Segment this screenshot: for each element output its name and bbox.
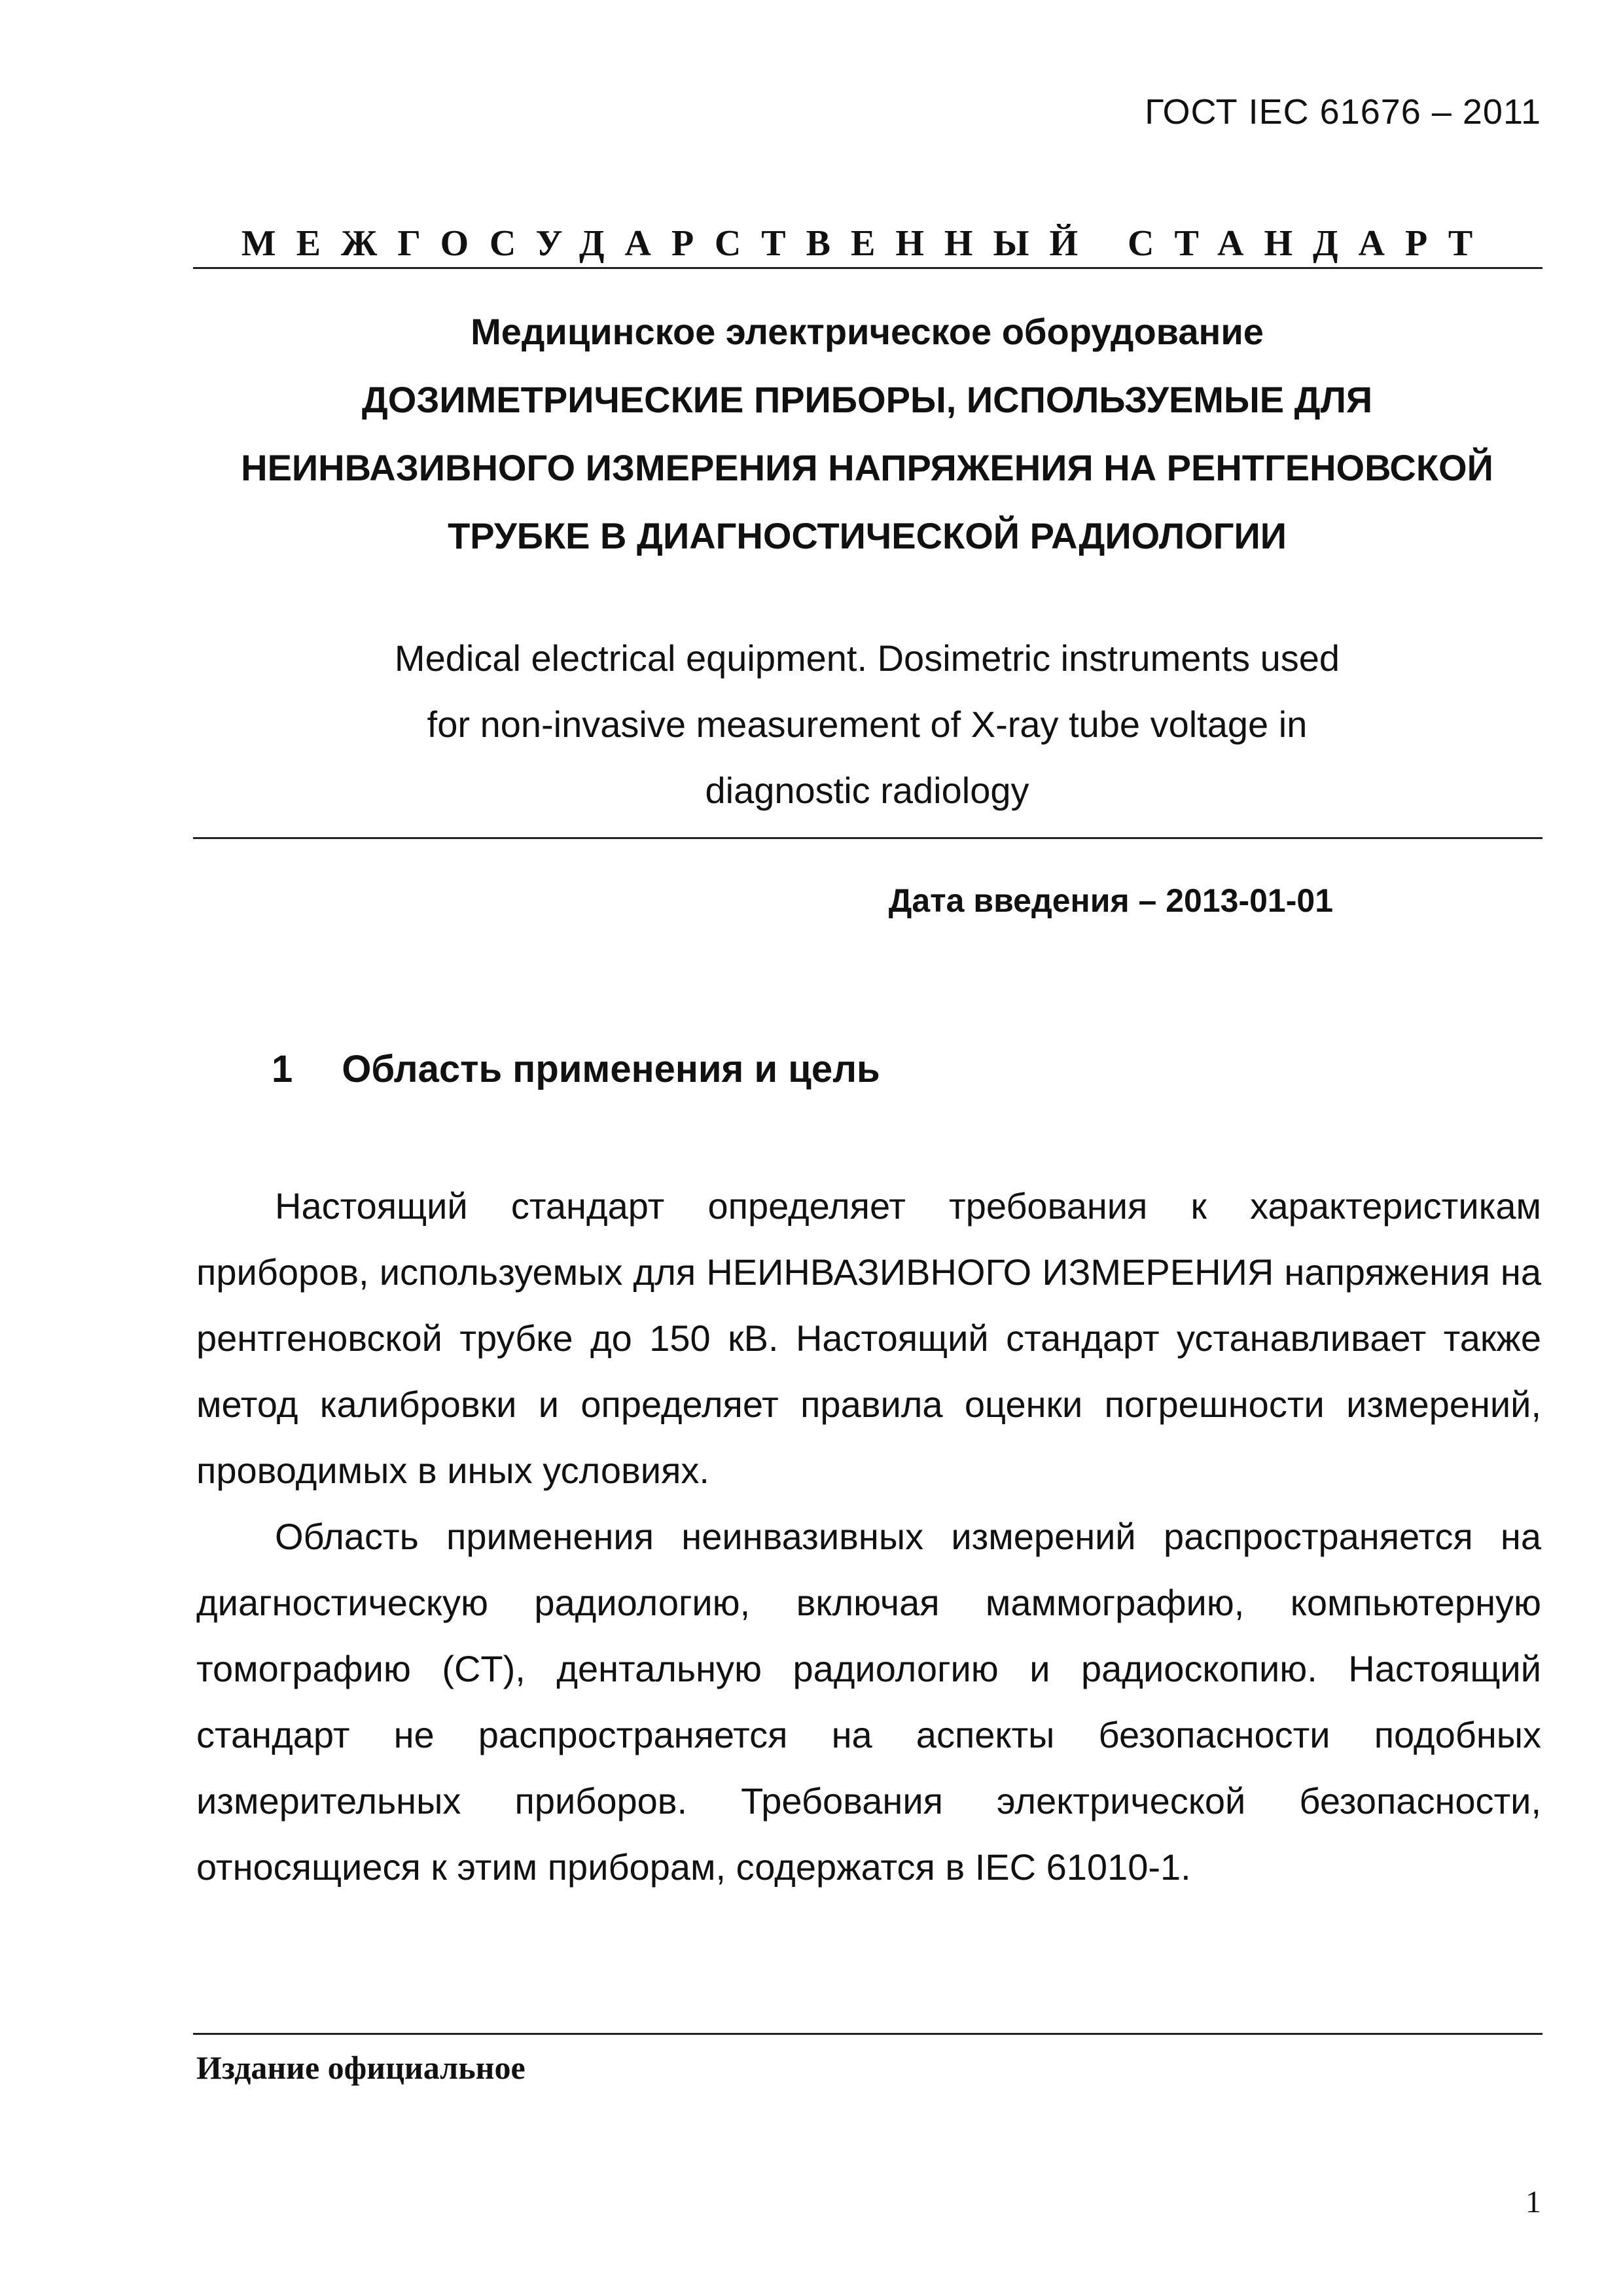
section-number: 1 xyxy=(272,1048,293,1090)
title-en-line-1: Medical electrical equipment. Dosimetric instruments used xyxy=(394,637,1340,679)
standard-type-heading: МЕЖГОСУДАРСТВЕННЫЙ СТАНДАРТ xyxy=(241,223,1493,264)
section-body xyxy=(196,1173,1541,1900)
title-en-line-2: for non-invasive measurement of X-ray tube voltage in xyxy=(427,704,1308,745)
russian-title xyxy=(193,298,1541,570)
title-divider xyxy=(193,837,1543,839)
footer-divider xyxy=(193,2033,1543,2035)
paragraph: Настоящий стандарт определяет требования к характеристикам приборов, используемых для НЕИНВАЗИВНОГО ИЗМЕРЕНИЯ напряжения на рентгеновской трубке до 150 кВ. Настоящий стандарт устанавливает также метод калибровки и определяет правила оценки погрешности измерений, проводимых в иных условиях. xyxy=(196,1185,1541,1491)
section-heading xyxy=(272,1047,880,1091)
title-ru-line-3: НЕИНВАЗИВНОГО ИЗМЕРЕНИЯ НАПРЯЖЕНИЯ НА РЕНТГЕНОВСКОЙ xyxy=(241,447,1493,488)
english-title xyxy=(193,625,1541,823)
section-title: Область применения и цель xyxy=(342,1048,880,1090)
document-code: ГОСТ IEC 61676 – 2011 xyxy=(1145,92,1541,132)
title-ru-line-2: ДОЗИМЕТРИЧЕСКИЕ ПРИБОРЫ, ИСПОЛЬЗУЕМЫЕ ДЛЯ xyxy=(361,379,1373,420)
page-number: 1 xyxy=(1525,2185,1541,2219)
header-divider xyxy=(193,267,1543,269)
paragraph: Область применения неинвазивных измерений распространяется на диагностическую радиологию, включая маммографию, компьютерную томографию (CT), дентальную радиологию и радиоскопию. Настоящий стандарт не распространяется на аспекты безопасности подобных измерительных приборов. Требования электрической безопасности, относящиеся к этим приборам, содержатся в IEC 61010-1. xyxy=(196,1516,1541,1888)
title-ru-line-4: ТРУБКЕ В ДИАГНОСТИЧЕСКОЙ РАДИОЛОГИИ xyxy=(448,515,1287,556)
introduction-date: Дата введения – 2013-01-01 xyxy=(888,882,1333,919)
title-en-line-3: diagnostic radiology xyxy=(705,770,1029,811)
title-ru-line-1: Медицинское электрическое оборудование xyxy=(471,311,1264,352)
official-edition-label: Издание официальное xyxy=(196,2049,526,2086)
